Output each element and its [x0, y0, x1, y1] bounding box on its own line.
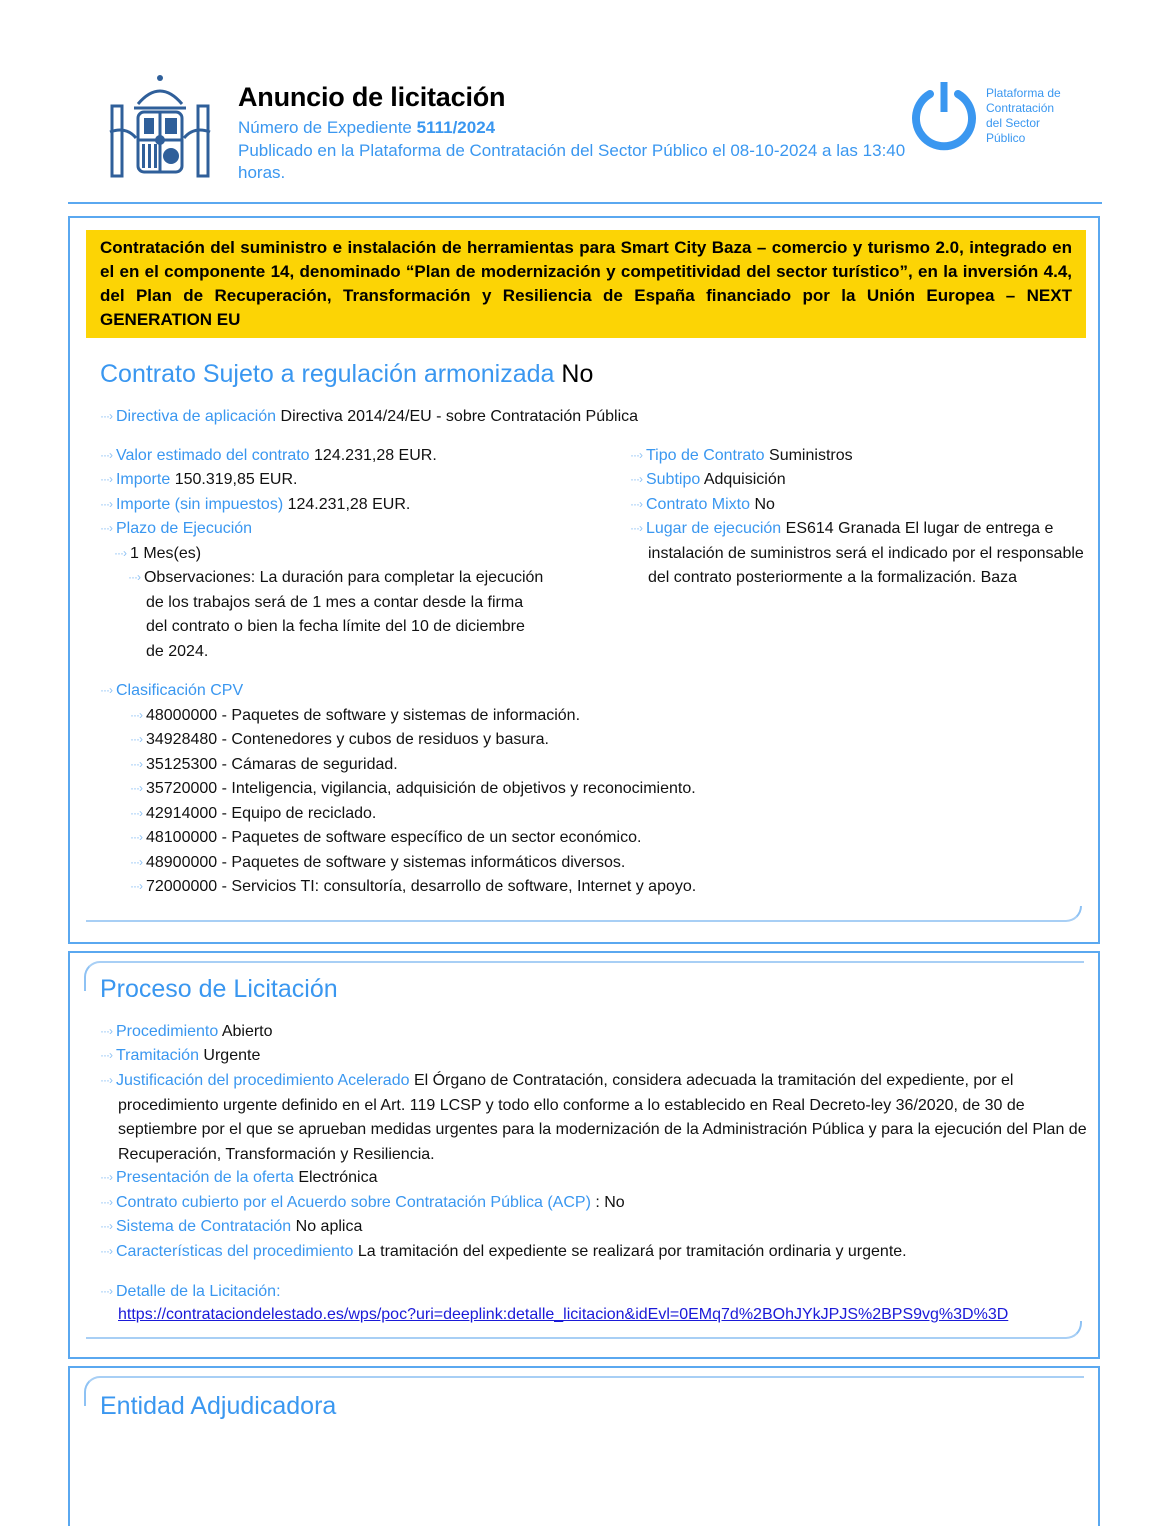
- contract-title-banner: Contratación del suministro e instalación de herramientas para Smart City Baza – comercio y turismo 2.0, integrado en el en el componente 14, denominado “Plan de modernización y competitividad del sector turístico”, en la inversión 4.4, del Plan de Recuperación, Transformación y Resiliencia de España financiado por la Unión Europea – NEXT GENERATION EU: [86, 230, 1086, 338]
- cpv-item: ···› 72000000 - Servicios TI: consultoría, desarrollo de software, Internet y apoyo.: [130, 878, 697, 895]
- field-tramitacion: ···› Tramitación Urgente: [100, 1047, 261, 1064]
- arrow-icon: ···›: [100, 683, 112, 697]
- expediente-value: 5111/2024: [416, 118, 496, 137]
- publication-info: Publicado en la Plataforma de Contratación del Sector Público el 08-10-2024 a las 13:40 horas.: [238, 141, 906, 182]
- pcsp-logo-text: Plataforma de Contratación del Sector Público: [986, 86, 1061, 145]
- document-header: [0, 0, 1170, 205]
- field-plazo: ···› Plazo de Ejecución: [100, 520, 253, 537]
- field-detalle-licitacion: ···› Detalle de la Licitación:: [100, 1283, 281, 1300]
- arrow-icon: ···›: [100, 1073, 112, 1087]
- arrow-icon: ···›: [630, 448, 642, 462]
- section-title-armonizada: Contrato Sujeto a regulación armonizada No: [100, 360, 594, 388]
- arrow-icon: ···›: [100, 1170, 112, 1184]
- entidad-panel: [68, 1366, 1100, 1526]
- field-justificacion: ···› Justificación del procedimiento Acelerado El Órgano de Contratación, considera adecuada la tramitación del expediente, por el procedimiento urgente definido en el Art. 119 LCSP y todo ello conforme a lo establecido en Real Decreto-ley 36/2020, de 30 de septiembre por el que se aprueban medidas urgentes para la modernización de la Administración Pública y para la ejecución del Plan de Recuperación, Transformación y Resiliencia.: [100, 1072, 1087, 1163]
- arrow-icon: ···›: [100, 1219, 112, 1233]
- expediente-label: Número de Expediente: [238, 118, 412, 137]
- arrow-icon: ···›: [100, 1195, 112, 1209]
- proceso-panel: [68, 951, 1100, 1359]
- page-title: Anuncio de licitación: [238, 82, 506, 112]
- arrow-icon: ···›: [130, 806, 142, 820]
- arrow-icon: ···›: [114, 546, 126, 560]
- field-presentacion-oferta: ···› Presentación de la oferta Electrónica: [100, 1169, 378, 1186]
- field-procedimiento: ···› Procedimiento Abierto: [100, 1023, 273, 1040]
- arrow-icon: ···›: [100, 1024, 112, 1038]
- arrow-icon: ···›: [630, 497, 642, 511]
- arrow-icon: ···›: [130, 708, 142, 722]
- detalle-licitacion-link[interactable]: https://contrataciondelestado.es/wps/poc?uri=deeplink:detalle_licitacion&idEvl=0EMq7d%2BOhJYkJPJS%2BPS9vg%3D%3D: [118, 1306, 1009, 1323]
- field-plazo-value: ···› 1 Mes(es): [114, 545, 202, 562]
- contract-panel: [68, 216, 1100, 944]
- arrow-icon: ···›: [100, 1048, 112, 1062]
- arrow-icon: ···›: [130, 855, 142, 869]
- field-importe-sin-impuestos: ···› Importe (sin impuestos) 124.231,28 EUR.: [100, 496, 411, 513]
- cpv-item: ···› 35125300 - Cámaras de seguridad.: [130, 756, 398, 773]
- header-divider: [68, 202, 1102, 204]
- arrow-icon: ···›: [100, 448, 112, 462]
- field-importe: ···› Importe 150.319,85 EUR.: [100, 471, 298, 488]
- panel-decoration: [86, 906, 1082, 922]
- cpv-item: ···› 34928480 - Contenedores y cubos de residuos y basura.: [130, 731, 549, 748]
- arrow-icon: ···›: [128, 570, 140, 584]
- arrow-icon: ···›: [130, 732, 142, 746]
- arrow-icon: ···›: [100, 1244, 112, 1258]
- arrow-icon: ···›: [630, 521, 642, 535]
- field-valor-estimado: ···› Valor estimado del contrato 124.231,28 EUR.: [100, 447, 437, 464]
- arrow-icon: ···›: [130, 781, 142, 795]
- coat-of-arms-icon: [108, 72, 212, 182]
- section-title-entidad: Entidad Adjudicadora: [100, 1392, 337, 1420]
- field-tipo-contrato: ···› Tipo de Contrato Suministros: [630, 447, 853, 464]
- cpv-item: ···› 42914000 - Equipo de reciclado.: [130, 805, 377, 822]
- panel-decoration: [86, 1321, 1082, 1339]
- field-caracteristicas: ···› Características del procedimiento La tramitación del expediente se realizará por tramitación ordinaria y urgente.: [100, 1243, 907, 1260]
- field-directiva: ···› Directiva de aplicación Directiva 2014/24/EU - sobre Contratación Pública: [100, 408, 639, 425]
- arrow-icon: ···›: [130, 879, 142, 893]
- arrow-icon: ···›: [130, 830, 142, 844]
- armonizada-value: No: [561, 360, 594, 388]
- arrow-icon: ···›: [630, 472, 642, 486]
- arrow-icon: ···›: [100, 1284, 112, 1298]
- pcsp-logo: [908, 80, 1088, 160]
- cpv-item: ···› 35720000 - Inteligencia, vigilancia, adquisición de objetivos y reconocimiento.: [130, 780, 696, 797]
- cpv-item: ···› 48100000 - Paquetes de software específico de un sector económico.: [130, 829, 642, 846]
- field-observaciones: ···› Observaciones: La duración para completar la ejecución de los trabajos será de 1 mes a contar desde la firma del contrato o bien la fecha límite del 10 de diciembre de 2024.: [128, 569, 544, 660]
- cpv-item: ···› 48000000 - Paquetes de software y sistemas de información.: [130, 707, 581, 724]
- arrow-icon: ···›: [100, 521, 112, 535]
- arrow-icon: ···›: [100, 497, 112, 511]
- section-title-proceso: Proceso de Licitación: [100, 975, 338, 1003]
- expediente-number: [238, 118, 495, 138]
- arrow-icon: ···›: [100, 472, 112, 486]
- arrow-icon: ···›: [130, 757, 142, 771]
- field-sistema-contratacion: ···› Sistema de Contratación No aplica: [100, 1218, 363, 1235]
- field-lugar-ejecucion: ···› Lugar de ejecución ES614 Granada El lugar de entrega e instalación de suministros será el indicado por el responsable del contrato posteriormente a la formalización. Baza: [630, 520, 1084, 586]
- power-icon: [908, 80, 980, 152]
- field-contrato-mixto: ···› Contrato Mixto No: [630, 496, 775, 513]
- field-cpv: ···› Clasificación CPV: [100, 682, 244, 699]
- cpv-item: ···› 48900000 - Paquetes de software y sistemas informáticos diversos.: [130, 854, 626, 871]
- arrow-icon: ···›: [100, 409, 112, 423]
- field-acp: ···› Contrato cubierto por el Acuerdo sobre Contratación Pública (ACP) : No: [100, 1194, 625, 1211]
- field-subtipo: ···› Subtipo Adquisición: [630, 471, 786, 488]
